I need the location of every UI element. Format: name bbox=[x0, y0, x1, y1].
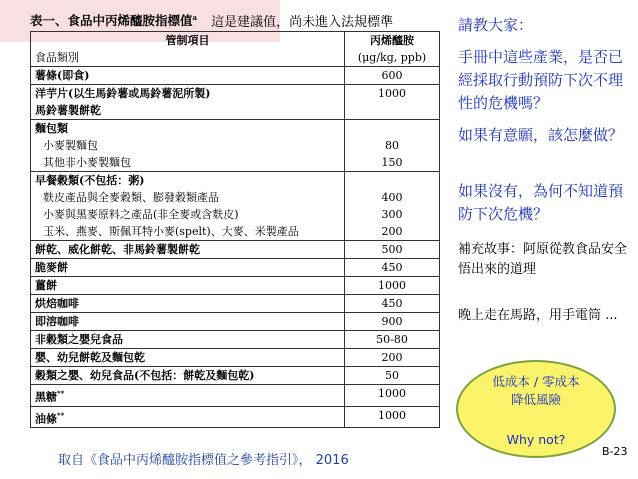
row-label: 洋芋片(以生馬鈴薯或馬鈴薯泥所製) bbox=[35, 87, 211, 100]
row-value: 450 bbox=[345, 295, 440, 313]
table-row bbox=[31, 349, 440, 367]
header-acrylamide: 丙烯醯胺 bbox=[370, 34, 414, 47]
row-label: 烘焙咖啡 bbox=[31, 295, 345, 313]
row-sub-value: 80 bbox=[385, 139, 399, 152]
source-citation: 取自《食品中丙烯醯胺指標值之參考指引》， 2016 bbox=[58, 453, 349, 468]
low-cost-bubble bbox=[456, 360, 616, 458]
header-acrylamide-cell bbox=[345, 32, 440, 67]
table-row bbox=[31, 295, 440, 313]
acrylamide-guideline-table bbox=[30, 31, 440, 428]
bubble-line-cost: 低成本 / 零成本 bbox=[492, 374, 580, 389]
row-label-cell bbox=[31, 406, 345, 428]
row-sub-label: 小麥製麵包 bbox=[43, 139, 98, 152]
row-value: 50-80 bbox=[345, 331, 440, 349]
row-sub-label: 玉米、燕麥、斯佩耳特小麥(spelt)、大麥、米製產品 bbox=[43, 225, 299, 238]
question-industry-action: 手冊中這些產業，是否已經採取行動預防下次不理性的危機嗎？ bbox=[458, 48, 624, 112]
bubble-line-why-not: Why not? bbox=[506, 432, 566, 447]
row-label: 早餐穀類(不包括：粥) bbox=[35, 174, 145, 187]
row-value-cell bbox=[345, 172, 440, 241]
table-row bbox=[31, 385, 440, 407]
table-title-mark: a bbox=[192, 12, 198, 22]
table-row bbox=[31, 241, 440, 259]
row-label: 嬰、幼兒餅乾及麵包乾 bbox=[31, 349, 345, 367]
table-row bbox=[31, 67, 440, 85]
row-value: 900 bbox=[345, 313, 440, 331]
row-label: 穀類之嬰、幼兒食品(不包括：餅乾及麵包乾) bbox=[31, 367, 345, 385]
row-value: 600 bbox=[345, 67, 440, 85]
row-label: 即溶咖啡 bbox=[31, 313, 345, 331]
table-row bbox=[31, 331, 440, 349]
table-row bbox=[31, 406, 440, 428]
row-value: 1000 bbox=[345, 406, 440, 428]
question-how-to: 如果有意願，該怎麼做？ bbox=[458, 126, 624, 144]
row-label: 非穀類之嬰兒食品 bbox=[31, 331, 345, 349]
row-footnote-mark: ** bbox=[57, 389, 65, 398]
row-label: 脆麥餅 bbox=[31, 259, 345, 277]
table-row bbox=[31, 313, 440, 331]
row-label-second: 馬鈴薯製餅乾 bbox=[35, 104, 101, 117]
row-sub-value: 300 bbox=[381, 208, 403, 221]
table-header-row bbox=[31, 32, 440, 67]
row-label-cell bbox=[31, 120, 345, 172]
slide-number: B-23 bbox=[602, 445, 628, 458]
row-value: 1000 bbox=[345, 277, 440, 295]
row-label: 麵包類 bbox=[35, 122, 68, 135]
bubble-line-risk: 降低風險 bbox=[510, 392, 561, 407]
table-row bbox=[31, 277, 440, 295]
table-row bbox=[31, 259, 440, 277]
row-sub-label: 其他非小麥製麵包 bbox=[43, 156, 131, 169]
row-label: 薯條(即食) bbox=[31, 67, 345, 85]
table-row bbox=[31, 172, 440, 241]
row-sub-value: 200 bbox=[381, 225, 403, 238]
header-unit: (μg/kg, ppb) bbox=[357, 51, 427, 64]
row-label: 黑糖 bbox=[35, 390, 57, 404]
row-label: 薑餅 bbox=[31, 277, 345, 295]
row-sub-value: 400 bbox=[381, 191, 403, 204]
question-intro: 請教大家： bbox=[458, 16, 534, 34]
row-value: 500 bbox=[345, 241, 440, 259]
row-label: 餅乾、威化餅乾、非馬鈴薯製餅乾 bbox=[31, 241, 345, 259]
table-row bbox=[31, 120, 440, 172]
table-note: 這是建議值，尚未進入法規標準 bbox=[211, 14, 394, 30]
story-flashlight: 晚上走在馬路，用手電筒 ... bbox=[458, 308, 618, 323]
row-label-cell bbox=[31, 172, 345, 241]
table-title: 表一、食品中丙烯醯胺指標值$^a$ bbox=[30, 12, 198, 28]
header-category: 食品類別 bbox=[35, 51, 79, 64]
row-value: 1000 bbox=[345, 85, 440, 120]
row-label-cell bbox=[31, 85, 345, 120]
row-value: 1000 bbox=[345, 385, 440, 407]
table-title-row bbox=[30, 8, 393, 32]
row-value-cell bbox=[345, 120, 440, 172]
table-row bbox=[31, 367, 440, 385]
supplementary-story: 補充故事：阿原從教食品安全悟出來的道理 bbox=[458, 242, 628, 277]
row-value: 50 bbox=[345, 367, 440, 385]
row-sub-label: 麩皮產品與全麥穀類、膨發穀類產品 bbox=[43, 191, 219, 204]
row-value: 450 bbox=[345, 259, 440, 277]
row-sub-value: 150 bbox=[381, 156, 403, 169]
table-row bbox=[31, 85, 440, 120]
header-management: 管制項目 bbox=[165, 34, 210, 47]
row-label: 油條 bbox=[35, 412, 57, 426]
question-why-not: 如果沒有，為何不知道預防下次危機？ bbox=[458, 182, 624, 223]
row-label-cell bbox=[31, 385, 345, 407]
row-footnote-mark: ** bbox=[57, 410, 65, 420]
row-sub-label: 小麥與黑麥原料之產品(非全麥或含麩皮) bbox=[43, 208, 239, 221]
row-value: 200 bbox=[345, 349, 440, 367]
header-category-cell bbox=[31, 32, 345, 67]
